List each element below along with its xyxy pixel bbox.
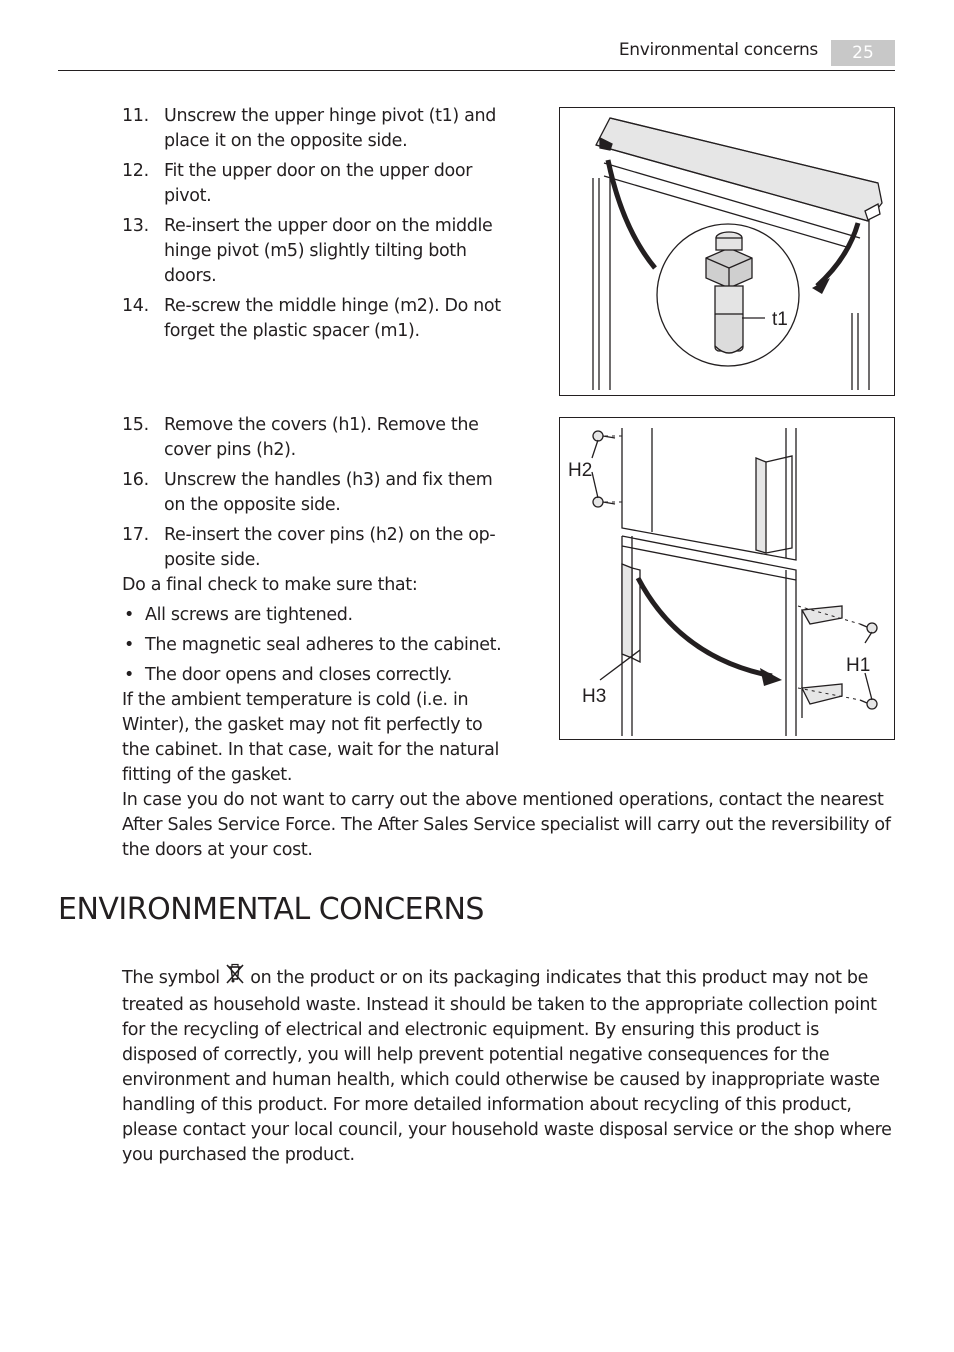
steps-list-lower — [122, 413, 507, 788]
step-15 — [122, 413, 507, 463]
running-header-title: Environmental concerns — [618, 40, 818, 60]
step-text: Unscrew the upper hinge pivot (t1) and place it on the opposite side. — [164, 106, 496, 151]
check-item — [122, 633, 507, 658]
header-rule — [58, 70, 895, 71]
environment-paragraph — [122, 963, 892, 1168]
bullet-icon: • — [124, 635, 134, 655]
step-number: 11. — [122, 106, 149, 126]
step-11 — [122, 104, 507, 154]
check-item-text: All screws are tightened. — [145, 605, 353, 625]
label-h2: H2 — [568, 460, 593, 481]
step-text: Re-screw the middle hinge (m2). Do not forget the plastic spacer (m1). — [164, 296, 501, 341]
label-t1: t1 — [772, 309, 788, 330]
step-17 — [122, 523, 507, 573]
step-number: 12. — [122, 161, 149, 181]
figure-handles — [559, 417, 895, 740]
step-number: 16. — [122, 470, 149, 490]
step-13 — [122, 214, 507, 289]
check-item-text: The magnetic seal adheres to the cabinet. — [145, 635, 502, 655]
page-number: 25 — [831, 40, 895, 66]
label-h1: H1 — [846, 655, 871, 676]
step-14 — [122, 294, 507, 344]
environment-text-end: on the product or on its packaging indicates that this product may not be treated as household waste. Instead it should be taken to the appropriate collection point for the recycling of electrical and electronic equipment. By ensuring this product is disposed of correctly, you will help prevent potential negative consequences for the environment and human health, which could otherwise be caused by inappropriate waste handling of this product. For more detailed information about recycling of this product, please contact your local council, your household waste disposal service or the shop where you purchased the product. — [122, 968, 892, 1165]
check-item-text: The door opens and closes correctly. — [145, 665, 452, 685]
step-text: Re-insert the upper door on the middle hinge pivot (m5) slightly tilting both doors. — [164, 216, 493, 286]
steps-list-upper — [122, 104, 507, 349]
step-number: 13. — [122, 216, 149, 236]
step-number: 17. — [122, 525, 149, 545]
check-item — [122, 603, 507, 628]
crossed-out-wheelie-bin-icon — [225, 963, 245, 993]
label-h3: H3 — [582, 686, 607, 707]
step-number: 14. — [122, 296, 149, 316]
gasket-note: If the ambient temperature is cold (i.e. in Winter), the gasket may not fit perfectly to the cabinet. In that case, wait for the natural fitting of the gasket. — [122, 690, 500, 785]
step-text: Unscrew the handles (h3) and fix them on the opposite side. — [164, 470, 493, 515]
handles-illustration — [560, 418, 894, 739]
figure-upper-hinge — [559, 107, 895, 396]
bullet-icon: • — [124, 605, 134, 625]
step-16 — [122, 468, 507, 518]
step-number: 15. — [122, 415, 149, 435]
bullet-icon: • — [124, 665, 134, 685]
step-text: Fit the upper door on the upper door pivot. — [164, 161, 473, 206]
environment-text-start: The symbol — [122, 968, 220, 988]
step-12 — [122, 159, 507, 209]
final-check-intro: Do a final check to make sure that: — [122, 575, 418, 595]
section-heading: ENVIRONMENTAL CONCERNS — [58, 892, 484, 927]
check-item — [122, 663, 507, 688]
upper-hinge-illustration — [560, 108, 894, 395]
service-note: In case you do not want to carry out the above mentioned operations, contact the nearest After Sales Service Force. The After Sales Service specialist will carry out the reversibility of the doors at your cost. — [122, 790, 891, 860]
step-text: Re-insert the cover pins (h2) on the op-posite side. — [164, 525, 496, 570]
step-text: Remove the covers (h1). Remove the cover pins (h2). — [164, 415, 479, 460]
